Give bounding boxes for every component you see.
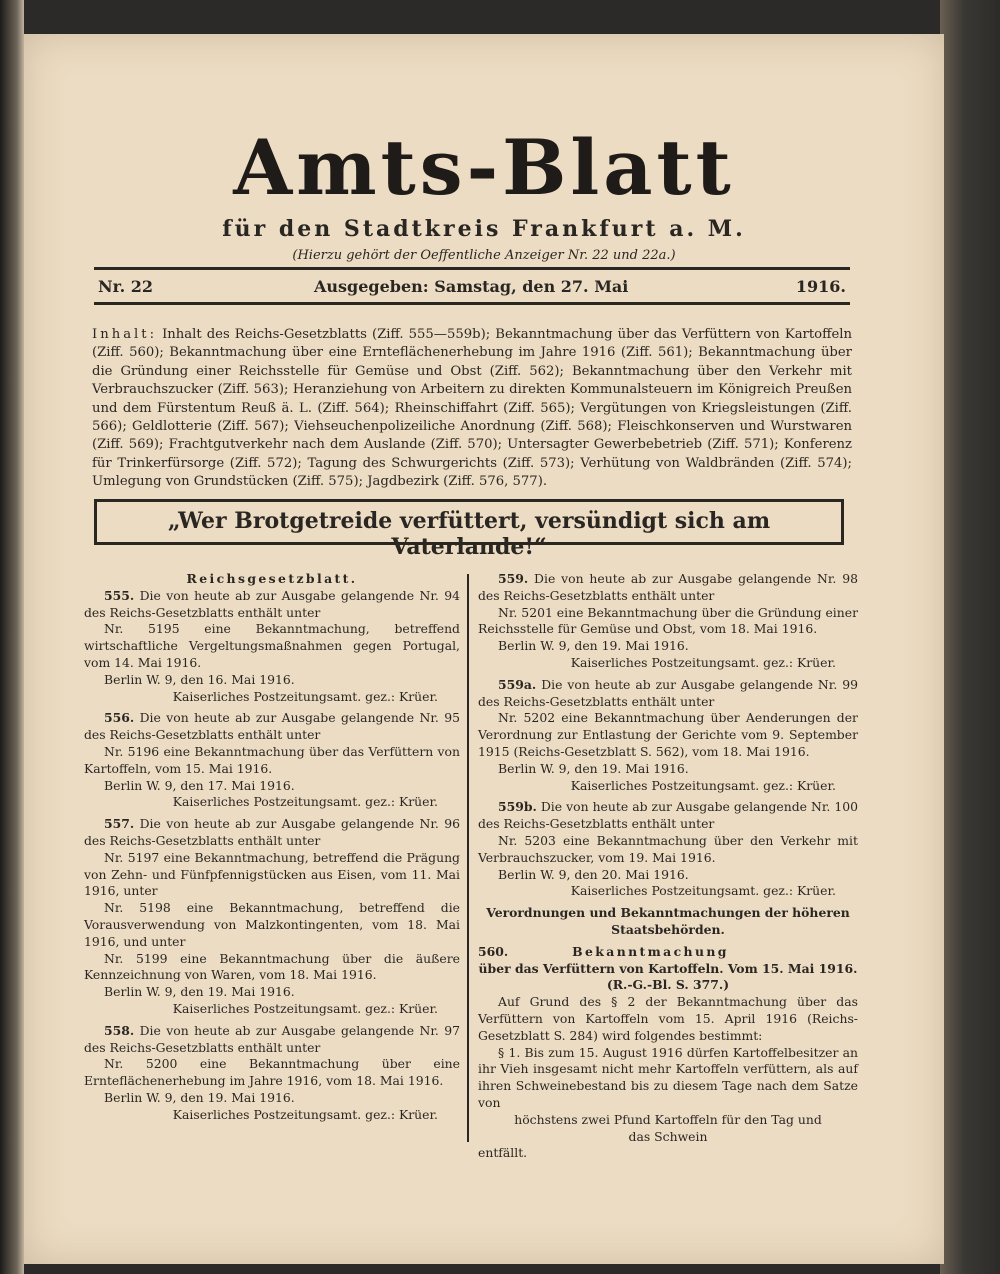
- entry-item: Nr. 5198 eine Bekanntmachung, betreffend die Vorausverwendung von Malzkontingenten, vom 18. Mai 1916, und unter: [84, 900, 460, 949]
- entry-556: [84, 710, 460, 744]
- binding-edge-right: [940, 0, 1000, 1274]
- entry-place: Berlin W. 9, den 19. Mai 1916.: [104, 984, 295, 1000]
- entry-559: [478, 571, 858, 605]
- entry-place: Berlin W. 9, den 17. Mai 1916.: [104, 777, 295, 793]
- entry-signature: Kaiserliches Postzeitungsamt. gez.: Krüer.: [570, 777, 836, 793]
- masthead-title: Amts-Blatt: [233, 123, 735, 212]
- entry-signature: Kaiserliches Postzeitungsamt. gez.: Krüer.: [172, 688, 438, 704]
- entry-557: [84, 816, 460, 850]
- supplement-note: (Hierzu gehört der Oeffentliche Anzeiger Nr. 22 und 22a.): [292, 248, 676, 263]
- entry-place: Berlin W. 9, den 19. Mai 1916.: [104, 1089, 295, 1105]
- entry-item: Nr. 5195 eine Bekanntmachung, betreffend wirtschaftliche Vergeltungsmaßnahmen gegen Portugal, vom 14. Mai 1916.: [84, 621, 460, 670]
- entry-intro: Die von heute ab zur Ausgabe gelangende Nr. 100 des Reichs-Gesetzblatts enthält unter: [478, 799, 858, 832]
- entry-559b: [478, 799, 858, 833]
- entry-number: 559.: [498, 571, 529, 586]
- entry-number: 556.: [104, 710, 135, 726]
- entry-intro: Die von heute ab zur Ausgabe gelangende Nr. 99 des Reichs-Gesetzblatts enthält unter: [478, 676, 858, 709]
- entry-number: 559b.: [498, 799, 537, 815]
- entry-paragraph: Auf Grund des § 2 der Bekanntmachung über das Verfüttern von Kartoffeln vom 15. April 1916 (Reichs-Gesetzblatt S. 284) wird folgendes bestimmt:: [478, 994, 858, 1043]
- entry-paragraph-tail: entfällt.: [478, 1145, 528, 1161]
- entry-paragraph: § 1. Bis zum 15. August 1916 dürfen Kartoffelbesitzer an ihr Vieh insgesamt nicht mehr Kartoffeln verfüttern, als auf ihren Schweinebestand bis zu diesem Tage nach dem Satze von: [478, 1044, 858, 1110]
- entry-number: 558.: [104, 1022, 135, 1038]
- column-divider: [467, 574, 469, 1142]
- entry-item: Nr. 5202 eine Bekanntmachung über Aenderungen der Verordnung zur Entlastung der Gerichte vom 9. September 1915 (Reichs-Gesetzblatt S. 562), vom 18. Mai 1916.: [478, 710, 858, 759]
- issue-year: 1916.: [795, 277, 846, 296]
- entry-place: Berlin W. 9, den 19. Mai 1916.: [498, 638, 689, 654]
- entry-item: Nr. 5197 eine Bekanntmachung, betreffend die Prägung von Zehn- und Fünfpfennigstücken aus Eisen, vom 11. Mai 1916, unter: [84, 849, 460, 899]
- entry-number: 557.: [104, 816, 135, 832]
- entry-signature: Kaiserliches Postzeitungsamt. gez.: Krüer.: [172, 794, 438, 810]
- document-page: [24, 34, 944, 1264]
- section-heading: Reichsgesetzblatt.: [186, 571, 358, 586]
- entry-560-heading: [478, 944, 858, 961]
- entry-intro: Die von heute ab zur Ausgabe gelangende Nr. 98 des Reichs-Gesetzblatts enthält unter: [478, 571, 858, 603]
- entry-subtitle: über das Verfüttern von Kartoffeln. Vom 15. Mai 1916. (R.-G.-Bl. S. 377.): [478, 960, 858, 993]
- entry-place: Berlin W. 9, den 20. Mai 1916.: [498, 866, 689, 882]
- right-column: [478, 571, 858, 1162]
- entry-signature: Kaiserliches Postzeitungsamt. gez.: Krüer.: [172, 1000, 438, 1016]
- entry-item: Nr. 5201 eine Bekanntmachung über die Gründung einer Reichsstelle für Gemüse und Obst, vom 18. Mai 1916.: [478, 604, 858, 637]
- entry-number: 555.: [104, 587, 135, 603]
- entry-item: Nr. 5200 eine Bekanntmachung über eine Ernteflächenerhebung im Jahre 1916, vom 18. Mai 1916.: [84, 1056, 460, 1089]
- table-of-contents: [92, 326, 852, 492]
- entry-place: Berlin W. 9, den 19. Mai 1916.: [498, 760, 689, 776]
- entry-title: Bekanntmachung: [572, 943, 729, 959]
- contents-text: Inhalt des Reichs-Gesetzblatts (Ziff. 555—559b); Bekanntmachung über das Verfüttern von Kartoffeln (Ziff. 560); Bekanntmachung über eine Ernteflächenerhebung im Jahre 1916 (Ziff. 561); Bekanntmachung über die Gründung einer Reichsstelle für Gemüse und Obst (Ziff. 562); Bekanntmachung über den Verkehr mit Verbrauchszucker (Ziff. 563); Heranziehung von Arbeitern zu direkten Kommunalsteuern im Königreich Preußen und dem Fürstentum Reuß ä. L. (Ziff. 564); Rheinschiffahrt (Ziff. 565); Vergütungen von Kriegsleistungen (Ziff. 566); Geldlotterie (Ziff. 567); Viehseuchenpolizeiliche Anordnung (Ziff. 568); Fleischkonserven und Wurstwaren (Ziff. 569); Frachtgutverkehr nach dem Auslande (Ziff. 570); Untersagter Gewerbebetrieb (Ziff. 571); Konferenz für Trinkerfürsorge (Ziff. 572); Tagung des Schwurgerichts (Ziff. 573); Verhütung von Waldbränden (Ziff. 574); Umlegung von Grundstücken (Ziff. 575); Jagdbezirk (Ziff. 576, 577).: [92, 327, 852, 490]
- entry-paragraph-centered: höchstens zwei Pfund Kartoffeln für den Tag und das Schwein: [514, 1111, 822, 1144]
- contents-lead: Inhalt:: [92, 327, 158, 342]
- entry-intro: Die von heute ab zur Ausgabe gelangende Nr. 95 des Reichs-Gesetzblatts enthält unter: [84, 710, 460, 743]
- entry-intro: Die von heute ab zur Ausgabe gelangende Nr. 97 des Reichs-Gesetzblatts enthält unter: [84, 1022, 460, 1055]
- entry-intro: Die von heute ab zur Ausgabe gelangende Nr. 94 des Reichs-Gesetzblatts enthält unter: [84, 587, 460, 620]
- header-rule-top: [94, 267, 850, 270]
- binding-edge-left: [0, 0, 24, 1274]
- entry-555: [84, 588, 460, 622]
- entry-559a: [478, 677, 858, 711]
- entry-number: 559a.: [498, 676, 537, 692]
- entry-558: [84, 1023, 460, 1057]
- issue-number: Nr. 22: [98, 277, 153, 296]
- section-heading-authorities: Verordnungen und Bekanntmachungen der höheren Staatsbehörden.: [486, 905, 850, 937]
- header-rule-bottom: [94, 302, 850, 305]
- masthead-subtitle: für den Stadtkreis Frankfurt a. M.: [222, 216, 746, 242]
- entry-place: Berlin W. 9, den 16. Mai 1916.: [104, 671, 295, 687]
- left-column: [84, 571, 460, 1124]
- entry-signature: Kaiserliches Postzeitungsamt. gez.: Krüer.: [172, 1106, 438, 1122]
- issue-date: Ausgegeben: Samstag, den 27. Mai: [314, 277, 629, 296]
- entry-intro: Die von heute ab zur Ausgabe gelangende Nr. 96 des Reichs-Gesetzblatts enthält unter: [84, 816, 460, 848]
- entry-item: Nr. 5203 eine Bekanntmachung über den Verkehr mit Verbrauchszucker, vom 19. Mai 1916.: [478, 832, 858, 865]
- entry-number: 560.: [478, 943, 509, 959]
- entry-signature: Kaiserliches Postzeitungsamt. gez.: Krüer.: [570, 883, 836, 899]
- slogan: „Wer Brotgetreide verfüttert, versündigt sich am Vaterlande!“: [167, 508, 771, 560]
- entry-item: Nr. 5196 eine Bekanntmachung über das Verfüttern von Kartoffeln, vom 15. Mai 1916.: [84, 743, 460, 776]
- entry-item: Nr. 5199 eine Bekanntmachung über die äußere Kennzeichnung von Waren, vom 18. Mai 1916.: [84, 950, 460, 983]
- entry-signature: Kaiserliches Postzeitungsamt. gez.: Krüer.: [570, 654, 836, 670]
